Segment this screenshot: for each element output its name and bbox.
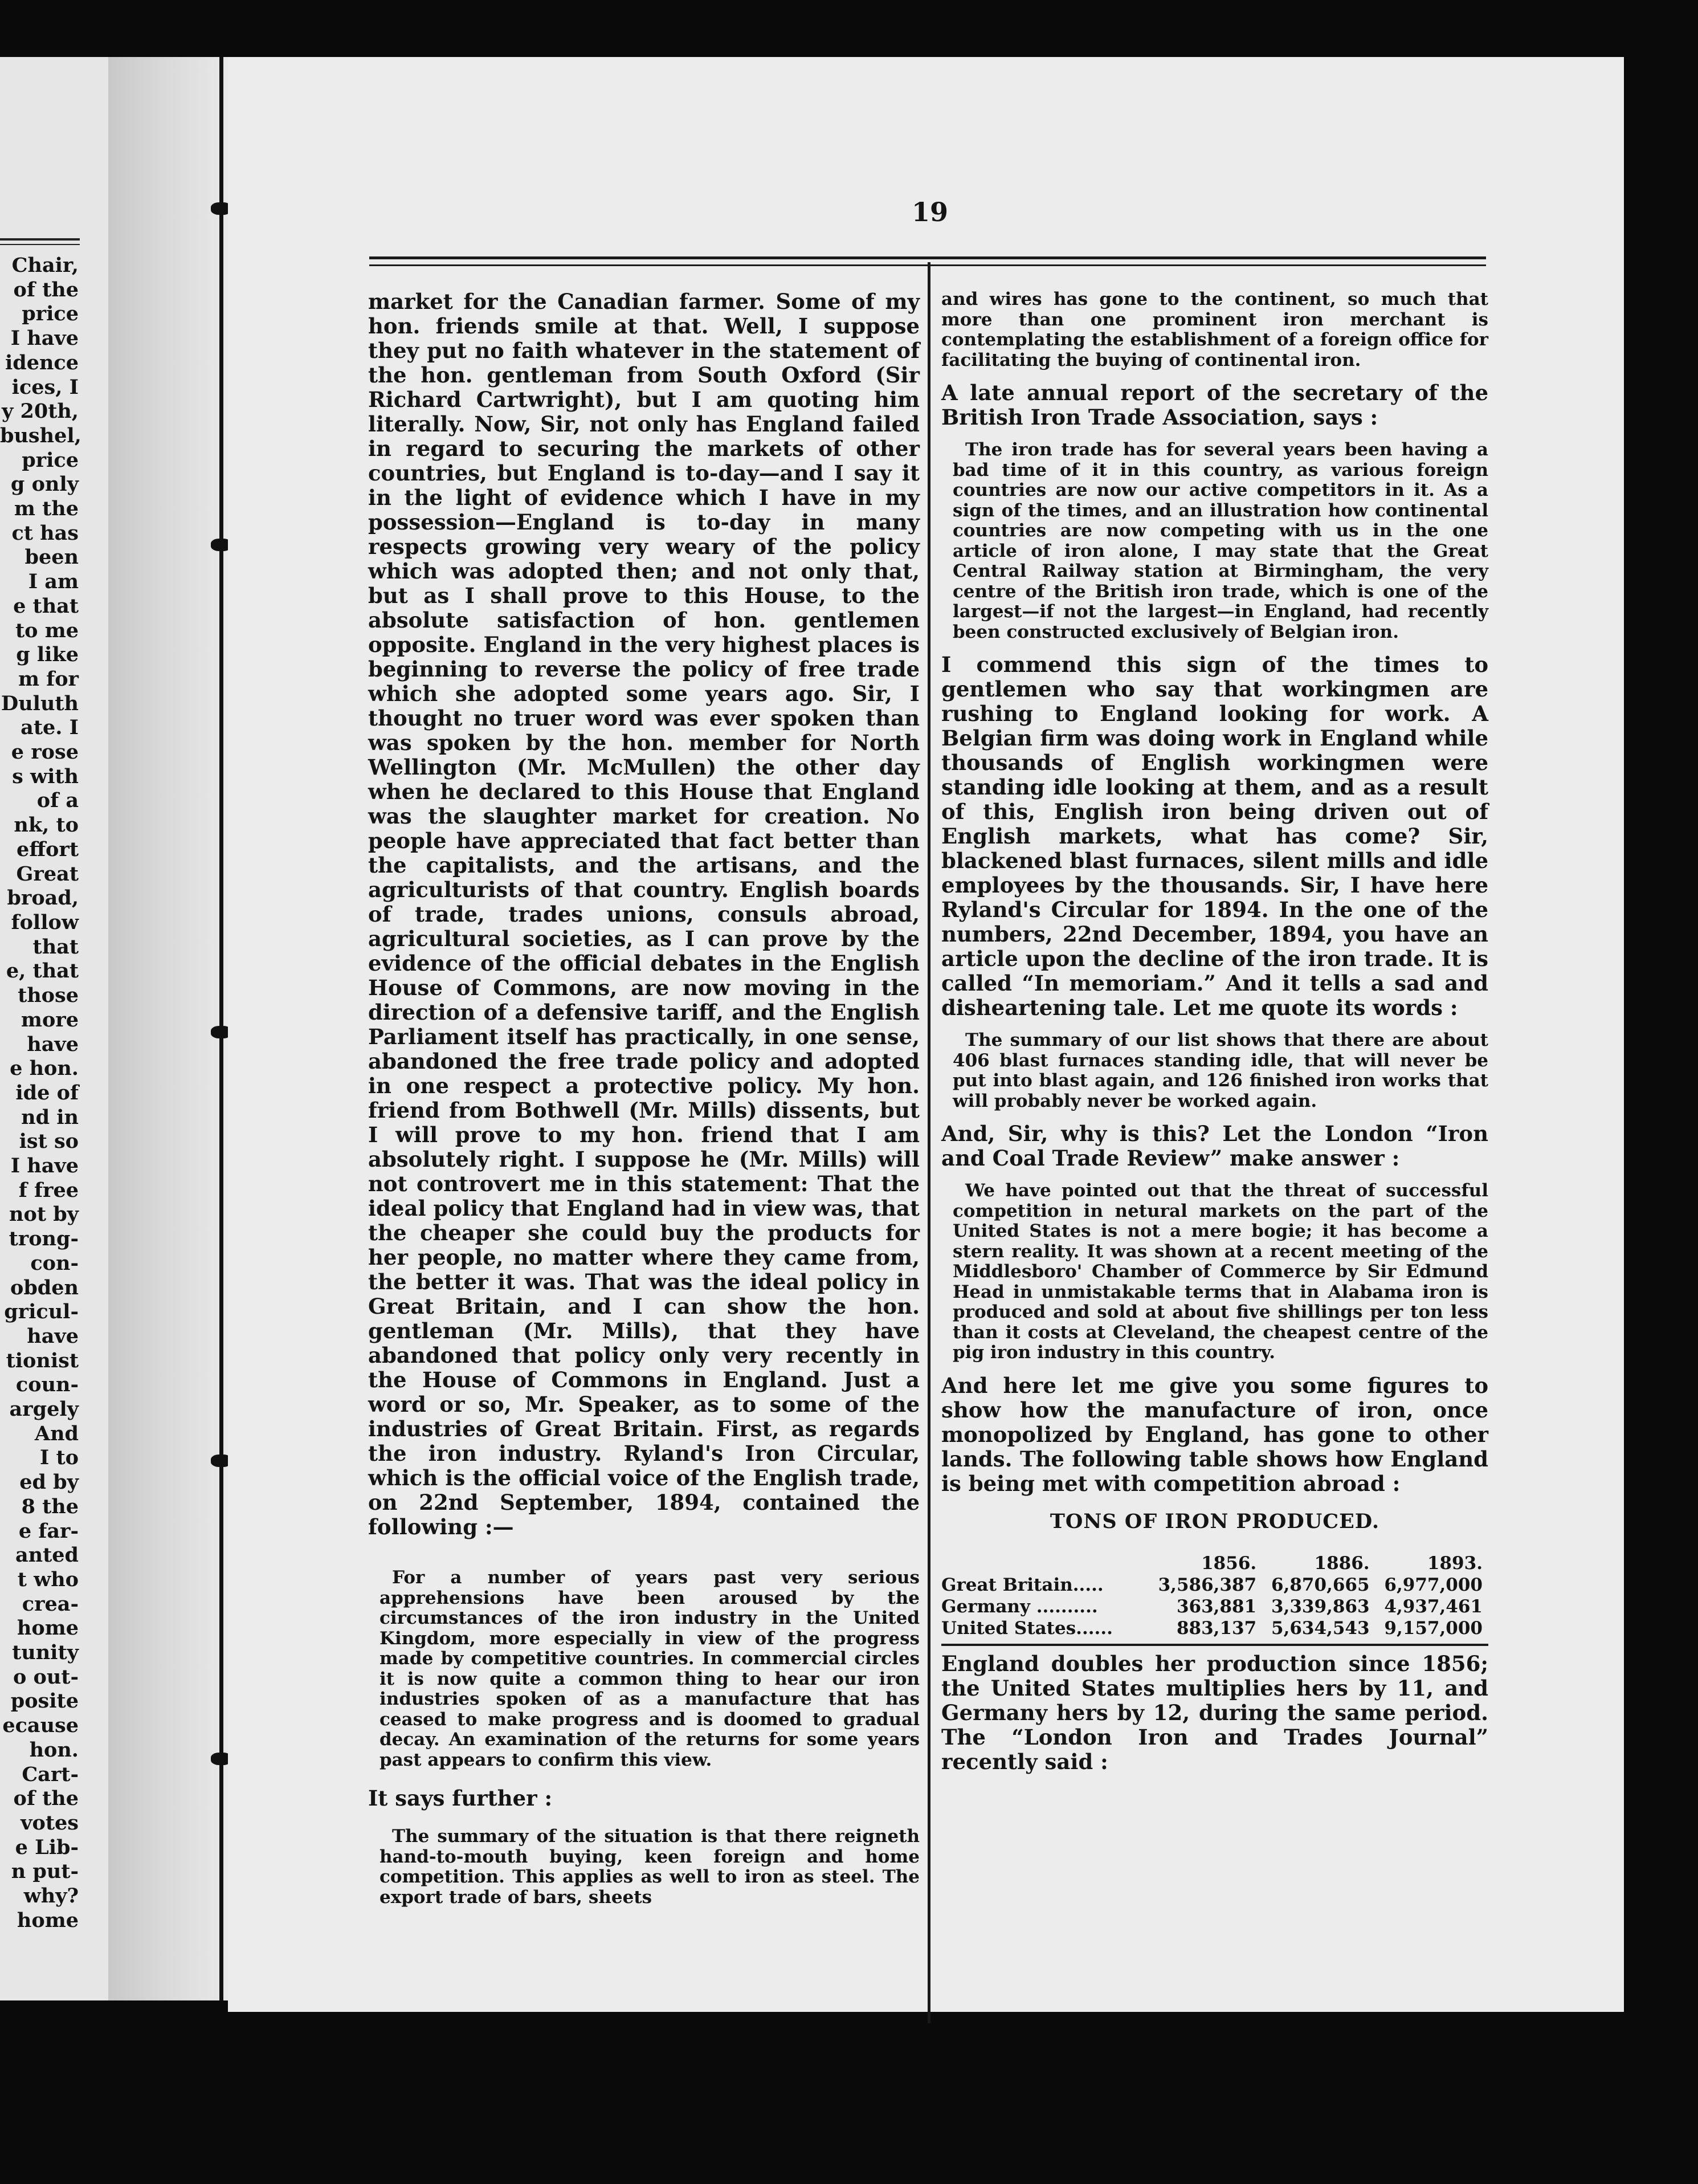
table-cell: 3,586,387	[1158, 1574, 1257, 1595]
left-page-line: t who	[17, 1567, 79, 1591]
body-paragraph: England doubles her production since 1856; the United States multiplies hers by 11, and Germany hers by 12, during the same period. The “London Iron and Trades Journal” recently said :	[941, 1651, 1488, 1774]
block-quote: For a number of years past very serious apprehensions have been aroused by the circumstances of the iron industry in the United Kingdom, more especially in view of the progress made by competitive countries. In commercial circles it is now quite a common thing to hear our iron industries spoken of as a manufacture that has ceased to make progress and is doomed to gradual decay. An examination of the returns for some years past appears to confirm this view.	[379, 1567, 920, 1770]
left-page-line: ed by	[19, 1470, 79, 1494]
left-page-line: not by	[9, 1203, 79, 1227]
left-page-line: nk, to	[14, 813, 79, 837]
left-page-line: e far-	[18, 1519, 79, 1543]
left-page-line: o out-	[13, 1665, 79, 1689]
left-page-line: ist so	[19, 1130, 79, 1154]
left-page-line: I am	[28, 570, 79, 594]
page-number: 19	[912, 197, 949, 227]
table-title: TONS OF IRON PRODUCED.	[1050, 1509, 1380, 1533]
left-page-line: effort	[17, 837, 79, 861]
table-rule	[941, 1644, 1488, 1646]
left-page-line: price	[22, 448, 79, 472]
left-page-line: price	[22, 302, 79, 326]
left-page-fragment	[0, 57, 108, 2000]
left-page-line: ices, I	[11, 375, 79, 399]
left-page-line: e rose	[11, 740, 79, 764]
left-page-line: of the	[13, 278, 79, 301]
left-page-line: more	[21, 1008, 79, 1032]
left-page-line: hon.	[29, 1738, 79, 1762]
left-page-line: ct has	[11, 521, 79, 545]
table-row	[941, 1596, 1488, 1617]
left-page-line: e, that	[6, 959, 79, 983]
left-page-line: that	[32, 935, 79, 959]
column-divider	[928, 262, 930, 2023]
body-paragraph: market for the Canadian farmer. Some of my hon. friends smile at that. Well, I suppose they put no faith whatever in the statement of the hon. gentleman from South Oxford (Sir Richard Cartwright), but I am quoting him literally. Now, Sir, not only has England failed in regard to securing the markets of other countries, but England is to-day—and I say it in the light of evidence which I have in my possession—England is to-day in many respects growing very weary of the policy which was adopted then; and not only that, but as I shall prove to this House, to the absolute satisfaction of hon. gentlemen opposite. England in the very highest places is beginning to reverse the policy of free trade which she adopted some years ago. Sir, I thought no truer word was ever spoken than was spoken by the hon. member for North Wellington (Mr. McMullen) the other day when he declared to this House that England was the slaughter market for creation. No people have appreciated that fact better than the capitalists, and the artisans, and the agriculturists of that country. English boards of trade, trades unions, consuls abroad, agricultural societies, as I can prove by the evidence of the official debates in the English House of Commons, are now moving in the direction of a defensive tariff, and the English Parliament itself has practically, in one sense, abandoned the free trade policy and adopted in one respect a protective policy. My hon. friend from Bothwell (Mr. Mills) dissents, but I will prove to my hon. friend that I am absolutely right. I suppose he (Mr. Mills) will not controvert me in this statement: That the ideal policy that England had in view was, that the cheaper she could buy the products for her people, no matter where they came from, the better it was. That was the ideal policy in Great Britain, and I can show the hon. gentleman (Mr. Mills), that they have abandoned that policy only very recently in the House of Commons in England. Just a word or so, Mr. Speaker, as to some of the industries of Great Britain. First, as regards the iron industry. Ryland's Iron Circular, which is the official voice of the English trade, on 22nd September, 1894, contained the following :—	[368, 289, 920, 1539]
left-page-line: Cart-	[22, 1762, 79, 1786]
table-cell: 6,870,665	[1271, 1574, 1370, 1595]
block-quote: The summary of the situation is that there reigneth hand-to-mouth buying, keen foreign and home competition. This applies as well to iron as steel. The export trade of bars, sheets	[379, 1826, 920, 1908]
country-name: United States......	[941, 1617, 1113, 1639]
left-page-line: y 20th,	[1, 400, 79, 423]
block-quote: and wires has gone to the continent, so much that more than one prominent iron merchant is contemplating the establishment of a foreign office for facilitating the buying of continental iron.	[941, 289, 1488, 370]
left-page-line: coun-	[15, 1373, 79, 1397]
year-header: 1893.	[1427, 1553, 1483, 1574]
left-page-line: tionist	[6, 1348, 79, 1372]
right-column	[941, 290, 1488, 1774]
table-cell: 3,339,863	[1271, 1596, 1370, 1617]
left-page-line: why?	[23, 1884, 79, 1908]
left-page-line: home	[17, 1908, 79, 1932]
left-column	[368, 290, 920, 1908]
left-page-line: s with	[12, 764, 79, 788]
country-name: Great Britain.....	[941, 1574, 1104, 1595]
body-paragraph: It says further :	[368, 1786, 553, 1811]
country-name: Germany ..........	[941, 1596, 1098, 1617]
left-page-line: anted	[15, 1543, 79, 1567]
left-page-line: ecause	[2, 1714, 79, 1738]
year-header: 1856.	[1201, 1553, 1257, 1574]
left-page-line: Chair,	[11, 254, 79, 277]
left-page-line: bushel,	[0, 423, 81, 447]
left-page-line: gricul-	[4, 1300, 79, 1324]
left-page-line: nd in	[21, 1105, 79, 1129]
left-page-line: Duluth	[1, 691, 79, 715]
block-quote: We have pointed out that the threat of successful competition in netural markets on the part of the United States is not a mere bogie; it has become a stern reality. It was shown at a recent meeting of the Middlesboro' Chamber of Commerce by Sir Edmund Head in unmistakable terms that in Alabama iron is produced and sold at about five shillings per ton less than it costs at Cleveland, the cheapest centre of the pig iron industry in this country.	[953, 1180, 1488, 1363]
page-gutter	[108, 57, 228, 2000]
left-page-line: trong-	[9, 1227, 79, 1251]
left-page-line: ate. I	[21, 716, 79, 740]
left-page-line: follow	[11, 910, 79, 934]
table-row	[941, 1617, 1488, 1639]
left-page-line: home	[17, 1616, 79, 1640]
body-paragraph: And here let me give you some figures to show how the manufacture of iron, once monopolized by England, has gone to other lands. The following table shows how England is being met with competition abroad :	[941, 1372, 1488, 1496]
left-page-line: m the	[14, 497, 79, 521]
left-page-line: have	[27, 1032, 79, 1056]
table-cell: 4,937,461	[1384, 1596, 1483, 1617]
left-page-line: broad,	[7, 886, 79, 910]
left-page-line: e Lib-	[15, 1835, 79, 1859]
left-page-line: e that	[13, 594, 79, 618]
left-page-line: I to	[39, 1446, 79, 1470]
block-quote: The iron trade has for several years been having a bad time of it in this country, as various foreign countries are now our active competitors in it. As a sign of the times, and an illustration how continental countries are now competing with us in the one article of iron alone, I may state that the Great Central Railway station at Birmingham, the very centre of the British iron trade, which is one of the largest—if not the largest—in England, had recently been constructed exclusively of Belgian iron.	[953, 439, 1488, 642]
left-page-line: of the	[13, 1787, 79, 1811]
left-page-line: And	[34, 1421, 79, 1445]
left-page-line: those	[18, 984, 79, 1008]
left-page-line: have	[27, 1324, 79, 1348]
left-page-line: f free	[18, 1178, 79, 1202]
left-page-line: e hon.	[10, 1057, 79, 1081]
left-page-line: I have	[10, 1154, 79, 1178]
left-page-line: of a	[36, 789, 79, 813]
left-page-line: tunity	[12, 1641, 79, 1665]
body-paragraph: I commend this sign of the times to gentlemen who say that workingmen are rushing to England looking for work. A Belgian firm was doing work in England while thousands of English workingmen were standing idle looking at them, and as a result of this, English iron being driven out of English markets, what has come? Sir, blackened blast furnaces, silent mills and idle employees by the thousands. Sir, I have here Ryland's Circular for 1894. In the one of the numbers, 22nd December, 1894, you have an article upon the decline of the iron trade. It is called “In memoriam.” And it tells a sad and disheartening tale. Let me quote its words :	[941, 652, 1488, 1020]
table-header-row	[941, 1553, 1488, 1574]
left-page-line: I have	[10, 327, 79, 351]
left-page-line: g only	[10, 472, 79, 496]
left-page-line: argely	[9, 1397, 79, 1421]
body-paragraph: And, Sir, why is this? Let the London “Iron and Coal Trade Review” make answer :	[941, 1121, 1488, 1171]
left-page-line: obden	[10, 1276, 79, 1299]
table-cell: 5,634,543	[1271, 1617, 1370, 1639]
block-quote: The summary of our list shows that there are about 406 blast furnaces standing idle, that will never be put into blast again, and 126 finished iron works that will probably never be worked again.	[953, 1030, 1488, 1111]
left-page-line: Great	[16, 862, 79, 886]
left-page-line: 8 the	[21, 1494, 79, 1518]
left-page-line: been	[25, 545, 79, 569]
left-page-line: g like	[16, 643, 79, 667]
left-page-line: to me	[15, 618, 79, 642]
left-page-line: con-	[30, 1251, 79, 1275]
left-page-line: m for	[18, 667, 79, 691]
left-page-line: posite	[10, 1689, 79, 1713]
year-header: 1886.	[1314, 1553, 1370, 1574]
table-cell: 883,137	[1176, 1617, 1257, 1639]
left-page-rule	[0, 238, 80, 245]
table-cell: 9,157,000	[1384, 1617, 1483, 1639]
left-page-line: ide of	[15, 1081, 79, 1105]
left-page-line: crea-	[22, 1592, 79, 1616]
left-page-line: votes	[21, 1811, 79, 1835]
table-cell: 6,977,000	[1384, 1574, 1483, 1595]
table-cell: 363,881	[1176, 1596, 1257, 1617]
body-paragraph: A late annual report of the secretary of the British Iron Trade Association, says :	[941, 380, 1488, 430]
iron-production-table	[941, 1553, 1488, 1639]
left-page-line: idence	[5, 351, 79, 374]
left-page-text	[0, 254, 79, 1933]
table-row	[941, 1574, 1488, 1596]
left-page-line: n put-	[11, 1860, 79, 1884]
